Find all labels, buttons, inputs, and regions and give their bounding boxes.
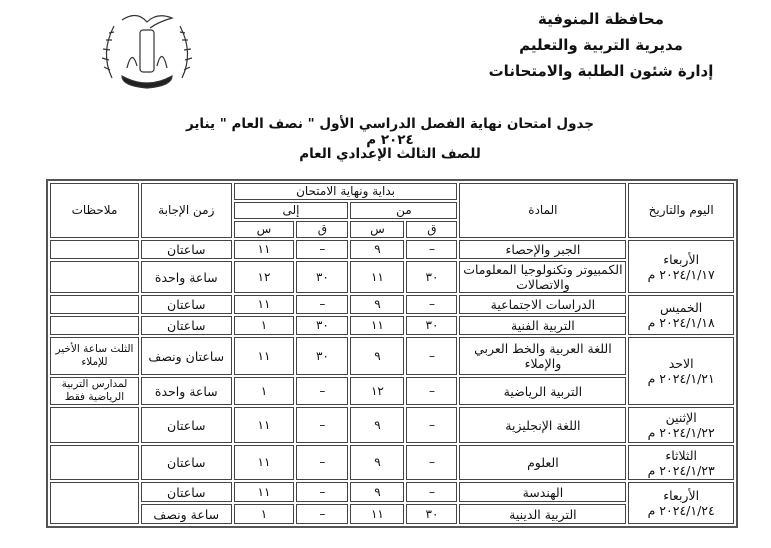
notes-cell bbox=[50, 407, 139, 443]
header-to-minute: ق bbox=[296, 221, 348, 238]
table-row bbox=[50, 337, 734, 375]
to-minute: – bbox=[296, 240, 348, 259]
from-minute: ٣٠ bbox=[406, 316, 457, 335]
from-hour: ٩ bbox=[350, 445, 404, 480]
to-minute: – bbox=[296, 407, 348, 443]
duration-cell: ساعة واحدة bbox=[141, 377, 232, 405]
from-hour: ١١ bbox=[350, 504, 404, 524]
header-from-hour: س bbox=[350, 221, 404, 238]
exam-date: ٢٠٢٤/١/٢٣ م bbox=[647, 462, 715, 478]
to-minute: – bbox=[296, 504, 348, 524]
from-minute: – bbox=[406, 407, 457, 443]
governorate-name: محافظة المنوفية bbox=[538, 10, 664, 28]
day-date-cell bbox=[628, 407, 734, 443]
day-date-cell bbox=[628, 337, 734, 405]
to-minute: – bbox=[296, 445, 348, 480]
to-hour: ١١ bbox=[234, 445, 295, 480]
subject-cell: التربية الفنية bbox=[459, 316, 626, 335]
emblem-icon bbox=[92, 8, 202, 93]
notes-cell: الثلث ساعة الأخير للإملاء bbox=[50, 337, 139, 375]
subject-cell: الكمبيوتر وتكنولوجيا المعلومات والاتصالات bbox=[459, 261, 626, 293]
notes-cell bbox=[50, 445, 139, 480]
exam-date: ٢٠٢٤/١/٢٤ م bbox=[647, 503, 715, 518]
header-duration: زمن الإجابة bbox=[141, 183, 232, 238]
from-hour: ٩ bbox=[350, 482, 404, 502]
to-hour: ١١ bbox=[234, 295, 295, 314]
from-minute: ٣٠ bbox=[406, 261, 457, 293]
subject-cell: الهندسة bbox=[459, 482, 626, 502]
day-date-cell bbox=[628, 482, 734, 524]
from-hour: ٩ bbox=[350, 240, 404, 259]
notes-cell: لمدارس التربية الرياضية فقط bbox=[50, 377, 139, 405]
duration-cell: ساعة ونصف bbox=[141, 504, 232, 524]
from-hour: ٩ bbox=[350, 295, 404, 314]
to-hour: ١١ bbox=[234, 337, 295, 375]
header-subject: المادة bbox=[459, 183, 626, 238]
day-name: الأربعاء bbox=[663, 251, 700, 267]
notes-cell bbox=[50, 261, 139, 293]
header-to-hour: س bbox=[234, 221, 295, 238]
from-minute: – bbox=[406, 295, 457, 314]
duration-cell: ساعتان bbox=[141, 407, 232, 443]
day-name: الثلاثاء bbox=[665, 447, 697, 463]
from-minute: – bbox=[406, 240, 457, 259]
from-hour: ١١ bbox=[350, 261, 404, 293]
day-date-cell bbox=[628, 295, 734, 335]
duration-cell: ساعتان bbox=[141, 295, 232, 314]
to-minute: – bbox=[296, 295, 348, 314]
to-minute: – bbox=[296, 377, 348, 405]
to-minute: ٣٠ bbox=[296, 316, 348, 335]
to-hour: ١ bbox=[234, 504, 295, 524]
day-name: الإثنين bbox=[665, 410, 697, 425]
from-minute: – bbox=[406, 482, 457, 502]
from-hour: ١٢ bbox=[350, 377, 404, 405]
notes-cell bbox=[50, 240, 139, 259]
day-name: الخميس bbox=[660, 300, 703, 315]
day-date-cell bbox=[628, 445, 734, 480]
page-title: جدول امتحان نهاية الفصل الدراسي الأول " نصف العام " يناير ٢٠٢٤ م bbox=[185, 116, 595, 148]
subject-cell: اللغة الإنجليزية bbox=[459, 407, 626, 443]
exam-date: ٢٠٢٤/١/١٨ م bbox=[647, 315, 715, 330]
to-hour: ١١ bbox=[234, 482, 295, 502]
to-hour: ١ bbox=[234, 316, 295, 335]
from-minute: – bbox=[406, 445, 457, 480]
exam-date: ٢٠٢٤/١/١٧ م bbox=[647, 266, 715, 282]
duration-cell: ساعتان bbox=[141, 445, 232, 480]
header-to: إلى bbox=[234, 202, 349, 219]
department-name: إدارة شئون الطلبة والامتحانات bbox=[488, 62, 714, 80]
to-hour: ١ bbox=[234, 377, 295, 405]
to-minute: ٣٠ bbox=[296, 337, 348, 375]
header-notes: ملاحظات bbox=[50, 183, 139, 238]
duration-cell: ساعتان bbox=[141, 482, 232, 502]
from-hour: ٩ bbox=[350, 337, 404, 375]
page-subtitle: للصف الثالث الإعدادي العام bbox=[299, 146, 481, 162]
exam-schedule-table bbox=[46, 179, 738, 528]
notes-cell bbox=[50, 482, 139, 524]
subject-cell: العلوم bbox=[459, 445, 626, 480]
day-date-cell bbox=[628, 240, 734, 293]
day-name: الأربعاء bbox=[663, 488, 700, 503]
duration-cell: ساعة واحدة bbox=[141, 261, 232, 293]
to-hour: ١١ bbox=[234, 407, 295, 443]
notes-cell bbox=[50, 295, 139, 314]
subject-cell: التربية الدينية bbox=[459, 504, 626, 524]
from-minute: ٣٠ bbox=[406, 504, 457, 524]
duration-cell: ساعتان bbox=[141, 240, 232, 259]
directorate-name: مديرية التربية والتعليم bbox=[519, 36, 683, 54]
to-hour: ١٢ bbox=[234, 261, 295, 293]
from-minute: – bbox=[406, 337, 457, 375]
subject-cell: الجبر والإحصاء bbox=[459, 240, 626, 259]
subject-cell: اللغة العربية والخط العربي والإملاء bbox=[459, 337, 626, 375]
exam-date: ٢٠٢٤/١/٢١ م bbox=[647, 371, 715, 386]
table-row bbox=[50, 482, 734, 502]
to-minute: ٣٠ bbox=[296, 261, 348, 293]
from-minute: – bbox=[406, 377, 457, 405]
duration-cell: ساعتان bbox=[141, 316, 232, 335]
duration-cell: ساعتان ونصف bbox=[141, 337, 232, 375]
header-exam-time: بداية ونهاية الامتحان bbox=[234, 183, 458, 200]
exam-date: ٢٠٢٤/١/٢٢ م bbox=[647, 425, 715, 440]
table-row bbox=[50, 240, 734, 259]
subject-cell: الدراسات الاجتماعية bbox=[459, 295, 626, 314]
to-minute: – bbox=[296, 482, 348, 502]
from-hour: ٩ bbox=[350, 407, 404, 443]
from-hour: ١١ bbox=[350, 316, 404, 335]
header-from: من bbox=[350, 202, 457, 219]
subject-cell: التربية الرياضية bbox=[459, 377, 626, 405]
to-hour: ١١ bbox=[234, 240, 295, 259]
table-row bbox=[50, 407, 734, 443]
header-day-date: اليوم والتاريخ bbox=[628, 183, 734, 238]
header-from-minute: ق bbox=[406, 221, 457, 238]
day-name: الاحد bbox=[668, 356, 694, 371]
table-row bbox=[50, 295, 734, 314]
notes-cell bbox=[50, 316, 139, 335]
table-row bbox=[50, 445, 734, 480]
